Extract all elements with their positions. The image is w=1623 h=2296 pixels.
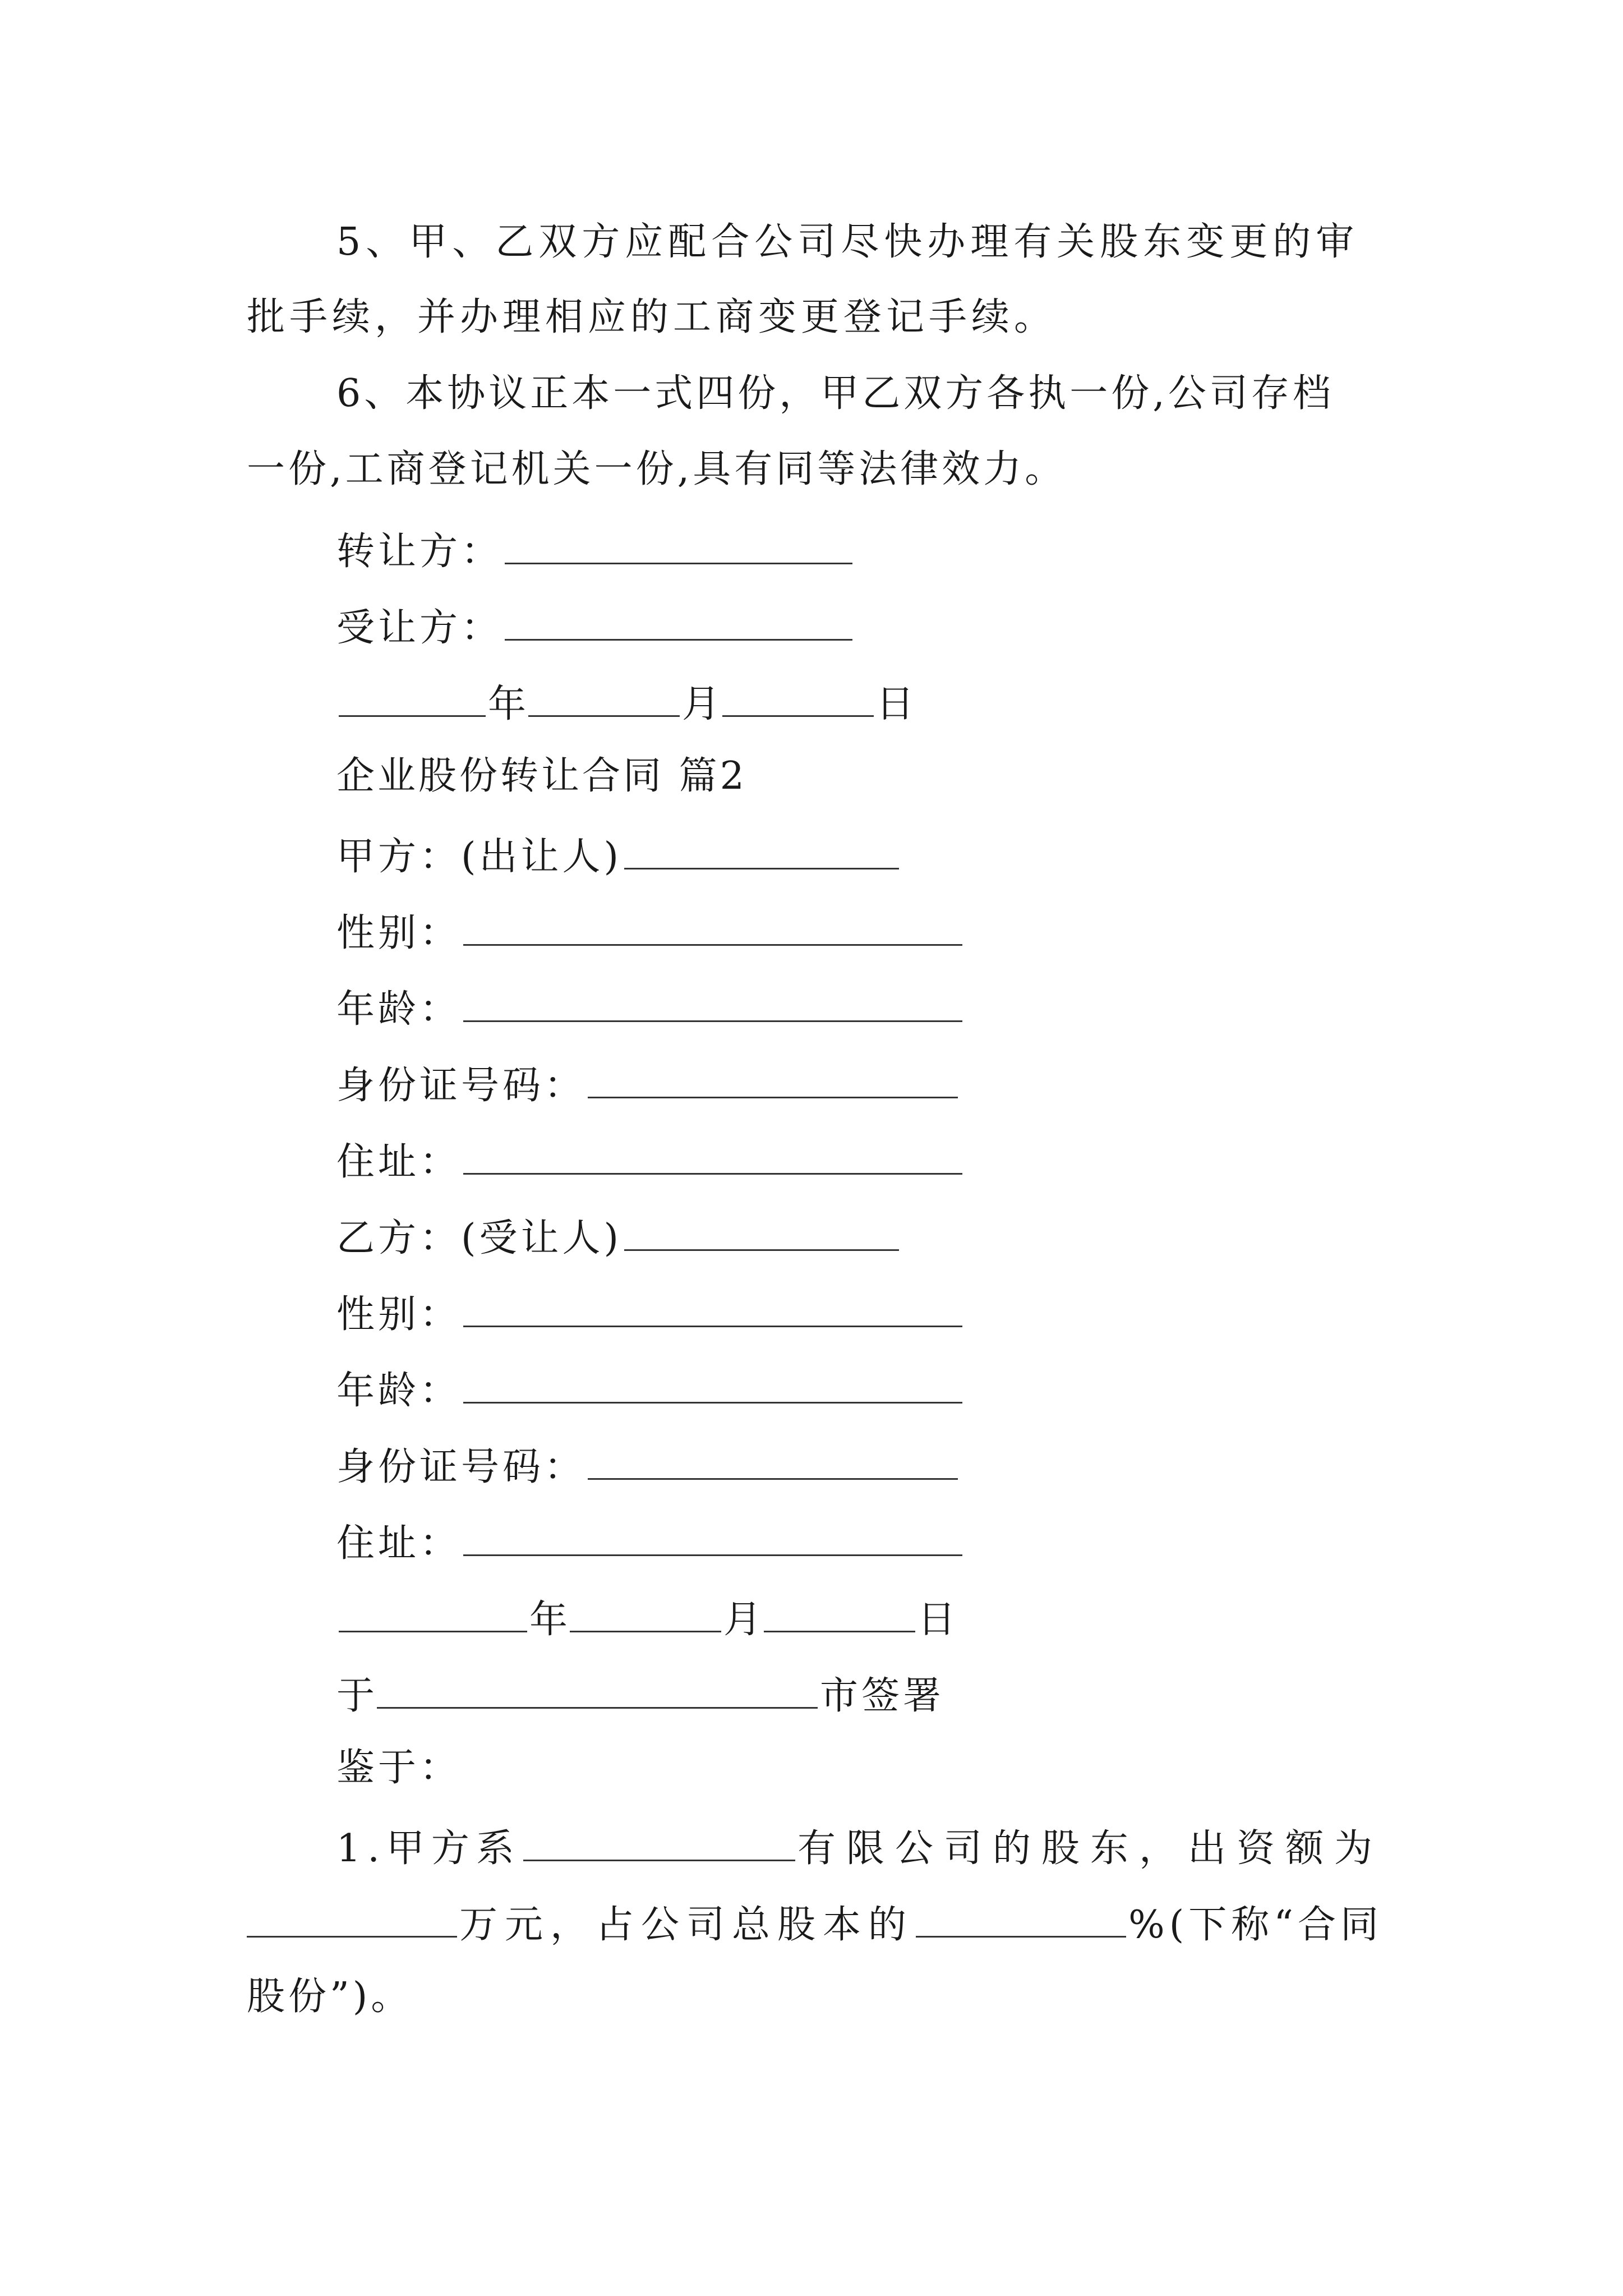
paragraph-6-line-2 [247, 447, 1067, 491]
transferee-blank[interactable] [505, 605, 852, 641]
clause-1-line-3 [247, 1975, 413, 2019]
gender-a-label: 性别： [336, 911, 462, 956]
transferee-row [336, 605, 855, 651]
address-b-blank[interactable] [463, 1520, 962, 1556]
sign-place-row [336, 1673, 945, 1719]
id-a-blank[interactable] [588, 1062, 958, 1098]
whereas-row [336, 1746, 462, 1790]
clause-1-prefix: 1.甲方系 [336, 1826, 521, 1871]
party-b-blank[interactable] [624, 1215, 899, 1251]
paragraph-6-line-1 [336, 371, 1334, 416]
capital-amount-blank[interactable] [247, 1902, 457, 1938]
paragraph-6-text-2: 一份,工商登记机关一份,具有同等法律效力。 [247, 447, 1067, 491]
clause-1-suffix: 有限公司的股东，出资额为 [797, 1826, 1383, 1871]
year-blank-2[interactable] [339, 1596, 527, 1632]
month-label-2: 月 [723, 1598, 762, 1642]
company-name-blank[interactable] [523, 1825, 795, 1861]
paragraph-5-line-2 [247, 295, 1057, 339]
address-a-row [336, 1139, 965, 1185]
age-b-blank[interactable] [463, 1368, 962, 1404]
age-a-row [336, 986, 965, 1032]
id-b-row [336, 1444, 960, 1490]
clause-1-line2-suffix: %(下称“合同 [1128, 1903, 1383, 1948]
paragraph-5-text-1: 5、甲、乙双方应配合公司尽快办理有关股东变更的审 [336, 220, 1359, 264]
gender-a-row [336, 910, 965, 956]
clause-1-mid: 万元，占公司总股本的 [459, 1903, 914, 1948]
sign-city-blank[interactable] [377, 1673, 818, 1709]
paragraph-6-text-1: 6、本协议正本一式四份，甲乙双方各执一份,公司存档 [336, 371, 1334, 416]
whereas-label: 鉴于： [336, 1746, 462, 1790]
date-row-2 [336, 1596, 956, 1642]
transferor-label: 转让方： [336, 530, 503, 574]
share-percent-blank[interactable] [916, 1902, 1126, 1938]
party-b-label: 乙方：(受让人) [336, 1216, 623, 1261]
address-a-blank[interactable] [463, 1139, 962, 1175]
address-b-label: 住址： [336, 1521, 462, 1566]
transferee-label: 受让方： [336, 606, 503, 651]
gender-a-blank[interactable] [463, 910, 962, 946]
age-a-label: 年龄： [336, 987, 462, 1032]
address-b-row [336, 1520, 965, 1566]
gender-b-label: 性别： [336, 1292, 462, 1337]
year-label: 年 [488, 682, 527, 727]
party-a-row [336, 834, 901, 880]
age-a-blank[interactable] [463, 986, 962, 1022]
section-title-text: 企业股份转让合同 篇2 [336, 754, 747, 798]
id-a-label: 身份证号码： [336, 1064, 586, 1108]
paragraph-5-line-1 [336, 220, 1383, 264]
month-blank[interactable] [528, 681, 680, 717]
age-b-row [336, 1368, 965, 1414]
clause-1-line-2 [247, 1902, 1383, 1948]
party-a-label: 甲方：(出让人) [336, 835, 623, 880]
gender-b-row [336, 1291, 965, 1337]
date-row-1 [336, 681, 915, 727]
section-title [336, 754, 747, 798]
party-b-row [336, 1215, 901, 1261]
year-label-2: 年 [529, 1598, 568, 1642]
transferor-row [336, 528, 855, 574]
clause-1-text-3: 股份”)。 [247, 1975, 413, 2019]
gender-b-blank[interactable] [463, 1291, 962, 1327]
sign-suffix: 市签署 [820, 1674, 945, 1719]
address-a-label: 住址： [336, 1140, 462, 1185]
day-blank[interactable] [722, 681, 874, 717]
month-blank-2[interactable] [570, 1596, 721, 1632]
id-b-label: 身份证号码： [336, 1445, 586, 1490]
month-label: 月 [682, 682, 721, 727]
clause-1-line-1 [336, 1825, 1383, 1871]
year-blank[interactable] [339, 681, 486, 717]
id-a-row [336, 1062, 960, 1108]
day-label-2: 日 [917, 1598, 956, 1642]
party-a-blank[interactable] [624, 834, 899, 869]
paragraph-5-text-2: 批手续，并办理相应的工商变更登记手续。 [247, 295, 1057, 339]
id-b-blank[interactable] [588, 1444, 958, 1480]
sign-prefix: 于 [336, 1674, 375, 1719]
transferor-blank[interactable] [505, 528, 852, 564]
day-label: 日 [876, 682, 915, 727]
day-blank-2[interactable] [764, 1596, 915, 1632]
age-b-label: 年龄： [336, 1369, 462, 1414]
